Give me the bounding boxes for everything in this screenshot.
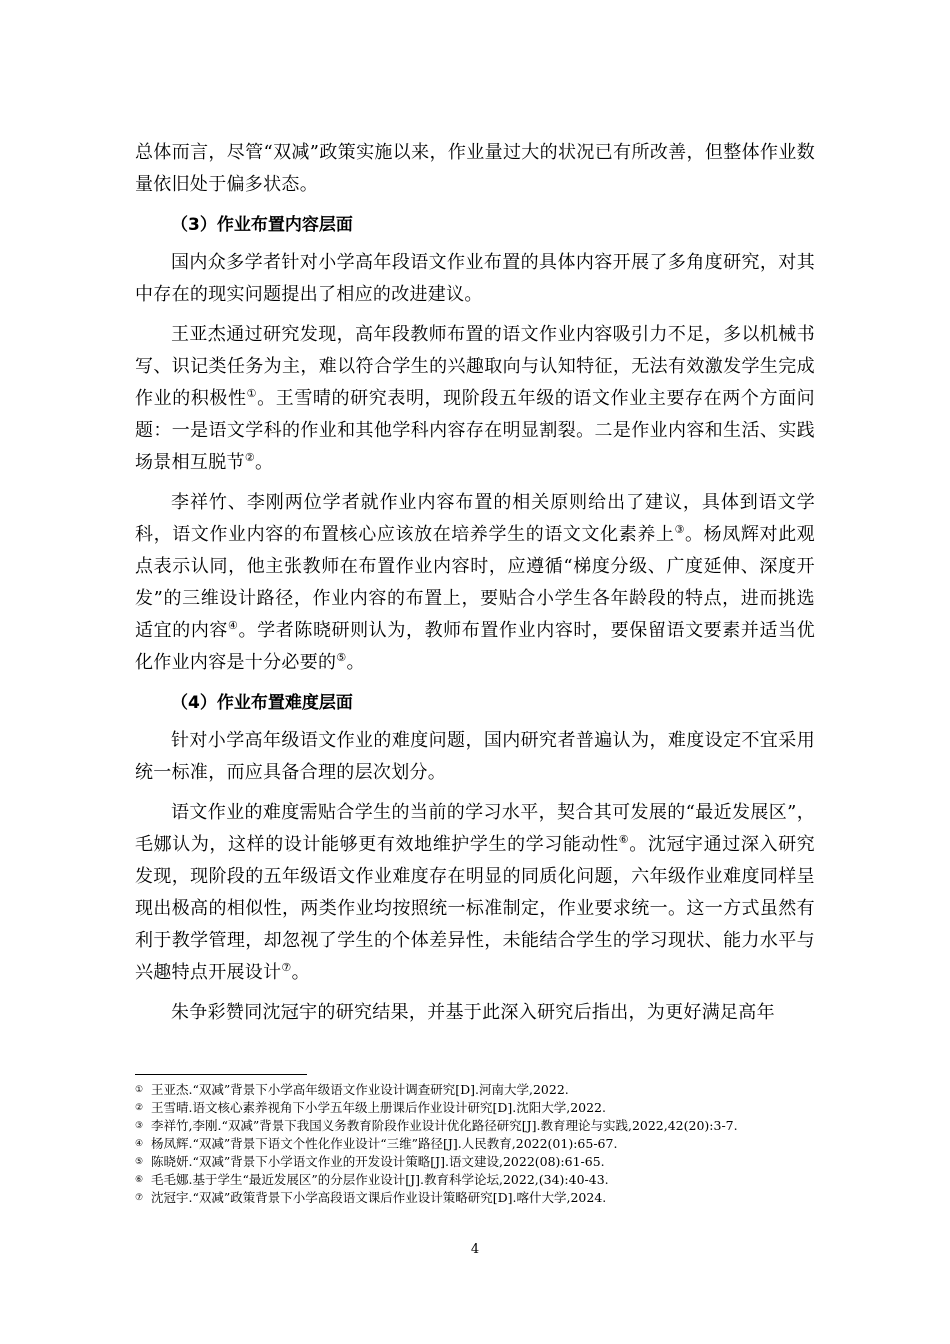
section-heading <box>135 687 815 719</box>
footnote-ref: ④ <box>228 619 239 632</box>
footnote-ref: ① <box>246 387 258 400</box>
footnotes <box>135 1081 835 1207</box>
footnote-ref: ⑥ <box>618 833 630 846</box>
footnote <box>135 1117 835 1135</box>
paragraph <box>135 247 815 311</box>
paragraph-text: 。 <box>346 652 365 673</box>
footnote <box>135 1171 835 1189</box>
footnote-ref: ③ <box>674 523 686 536</box>
paragraph-text: 。沈冠宇通过深入研究发现，现阶段的五年级语文作业难度存在明显的同质化问题，六年级作业难度同样呈现出极高的相似性，两类作业均按照统一标准制定，作业要求统一。这一方式虽然有利于教学管理，却忽视了学生的个体差异性，未能结合学生的学习现状、能力水平与兴趣特点开展设计 <box>135 834 815 983</box>
footnote-mark: ② <box>135 1103 144 1113</box>
paragraph <box>135 997 815 1029</box>
paragraph <box>135 487 815 679</box>
footnote-text: 李祥竹,李刚.“双减”背景下我国义务教育阶段作业设计优化路径研究[J].教育理论与实践,2022,42(20):3-7. <box>151 1118 738 1133</box>
paragraph-text: 。杨凤辉对此观点表示认同，他主张教师在布置作业内容时，应遵循“梯度分级、广度延伸、深度开发”的三维设计路径，作业内容的布置上，要贴合小学生各年龄段的特点，进而挑选适宜的内容 <box>135 524 815 641</box>
body-text <box>135 137 815 1037</box>
footnote-mark: ⑦ <box>135 1193 144 1203</box>
paragraph <box>135 797 815 989</box>
paragraph-text: 语文作业的难度需贴合学生的当前的学习水平，契合其可发展的“最近发展区”，毛娜认为，这样的设计能够更有效地维护学生的学习能动性 <box>135 802 815 855</box>
footnote-ref: ② <box>244 451 255 464</box>
footnote-text: 王雪晴.语文核心素养视角下小学五年级上册课后作业设计研究[D].沈阳大学,2022. <box>151 1100 606 1115</box>
footnote-mark: ④ <box>135 1139 144 1149</box>
heading-text: （4）作业布置难度层面 <box>171 693 353 713</box>
paragraph <box>135 725 815 789</box>
footnote <box>135 1081 835 1099</box>
footnote <box>135 1099 835 1117</box>
footnote <box>135 1189 835 1207</box>
paragraph-text: 王亚杰通过研究发现，高年段教师布置的语文作业内容吸引力不足，多以机械书写、识记类任务为主，难以符合学生的兴趣取向与认知特征，无法有效激发学生完成作业的积极性 <box>135 324 815 409</box>
footnote-text: 沈冠宇.“双减”政策背景下小学高段语文课后作业设计策略研究[D].喀什大学,2024. <box>151 1190 607 1205</box>
heading-text: （3）作业布置内容层面 <box>171 215 353 235</box>
paragraph-text: 李祥竹、李刚两位学者就作业内容布置的相关原则给出了建议，具体到语文学科，语文作业内容的布置核心应该放在培养学生的语文文化素养上 <box>135 492 815 545</box>
footnote-text: 王亚杰.“双减”背景下小学高年级语文作业设计调查研究[D].河南大学,2022. <box>151 1082 569 1097</box>
paragraph-text: 总体而言，尽管“双减”政策实施以来，作业量过大的状况已有所改善，但整体作业数量依旧处于偏多状态。 <box>135 142 815 195</box>
footnote-mark: ⑥ <box>135 1175 144 1185</box>
footnote-text: 毛毛娜.基于学生“最近发展区”的分层作业设计[J].教育科学论坛,2022,(34):40-43. <box>151 1172 609 1187</box>
paragraph-text: 。学者陈晓研则认为，教师布置作业内容时，要保留语文要素并适当优化作业内容是十分必要的 <box>135 620 816 673</box>
paragraph-text: 。 <box>291 962 310 983</box>
footnote-ref: ⑦ <box>281 961 292 974</box>
paragraph-text: 针对小学高年级语文作业的难度问题，国内研究者普遍认为，难度设定不宜采用统一标准，而应具备合理的层次划分。 <box>135 730 815 783</box>
paragraph-text: 朱争彩赞同沈冠宇的研究结果，并基于此深入研究后指出，为更好满足高年 <box>171 1002 775 1023</box>
footnote-text: 陈晓妍.“双减”背景下小学语文作业的开发设计策略[J].语文建设,2022(08):61-65. <box>151 1154 605 1169</box>
paragraph-text: 。 <box>254 452 274 473</box>
paragraph-text: 。王雪晴的研究表明，现阶段五年级的语文作业主要存在两个方面问题：一是语文学科的作业和其他学科内容存在明显割裂。二是作业内容和生活、实践场景相互脱节 <box>135 388 815 473</box>
paragraph-text: 国内众多学者针对小学高年段语文作业布置的具体内容开展了多角度研究，对其中存在的现实问题提出了相应的改进建议。 <box>135 252 815 305</box>
footnote <box>135 1153 835 1171</box>
footnote-mark: ③ <box>135 1121 144 1131</box>
footnote-mark: ① <box>135 1085 144 1095</box>
footnote-ref: ⑤ <box>336 651 347 664</box>
footnote-text: 杨凤辉.“双减”背景下语文个性化作业设计“三维”路径[J].人民教育,2022(01):65-67. <box>151 1136 618 1151</box>
footnote <box>135 1135 835 1153</box>
page-number: 4 <box>470 1242 480 1257</box>
paragraph <box>135 137 815 201</box>
section-heading <box>135 209 815 241</box>
footnote-mark: ⑤ <box>135 1157 144 1167</box>
paragraph <box>135 319 815 479</box>
footnote-separator <box>135 1074 307 1075</box>
